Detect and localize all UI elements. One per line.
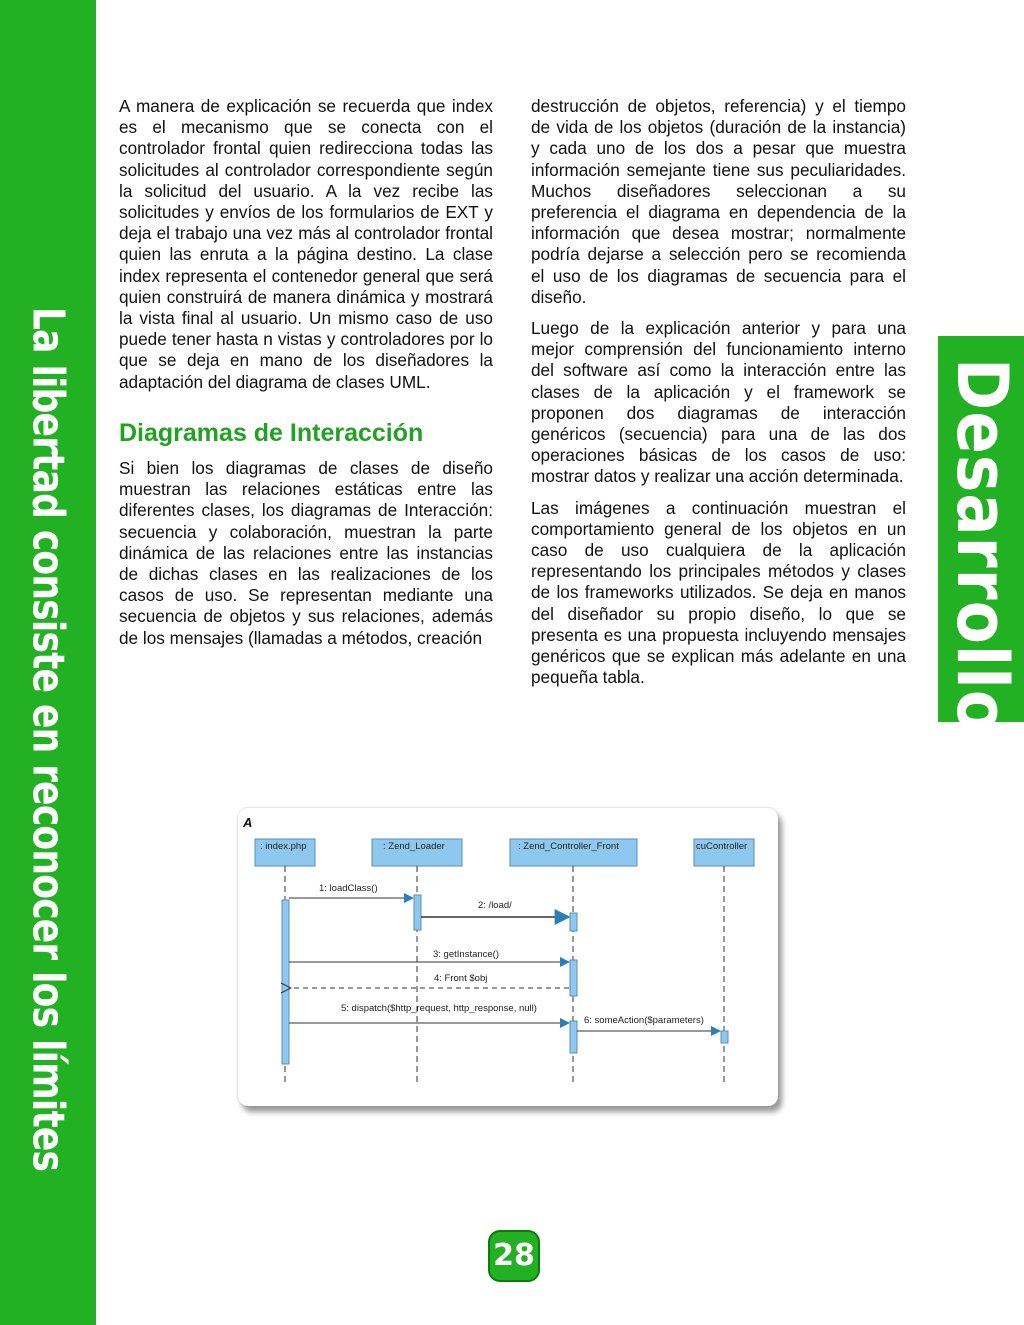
left-paragraph-2: Si bien los diagramas de clases de diseño muestran las relaciones estáticas entre las diferentes clases, los diagramas de Interacción: secuencia y colaboración, muestran la parte dinámica de las relaciones entre las instancias de dichas clases en las realizaciones de los casos de uso. Se representan mediante una secuencia de objetos y sus relaciones, además de los mensajes (llamadas a métodos, creación (119, 458, 493, 648)
activation-front-3 (570, 1021, 577, 1053)
lifeline-label-loader: : Zend_Loader (383, 841, 445, 852)
activation-loader (414, 895, 421, 930)
lifeline-label-cucontroller: cuController (696, 841, 748, 852)
right-paragraph-1: destrucción de objetos, referencia) y el tiempo de vida de los objetos (duración de la instancia) y cada uno de los dos a pesar que muestra información semejante tiene sus peculiaridades. Muchos diseñadores seleccionan a su preferencia el diagrama en dependencia de la información que desea mostrar; normalmente podría dejarse a selección pero se recomienda el uso de los diagramas de secuencia para el diseño. (531, 96, 906, 307)
message-3-label: 3: getInstance() (433, 949, 500, 960)
message-1-label: 1: loadClass() (319, 883, 378, 894)
side-title: La libertad consiste en reconocer los límites (22, 307, 74, 1172)
activation-index (282, 900, 289, 1064)
lifeline-label-index: : index.php (260, 841, 307, 852)
lifeline-label-front: : Zend_Controller_Front (518, 841, 619, 852)
section-tab-label: Desarrollo (941, 358, 1023, 734)
activation-cucontroller (721, 1031, 728, 1043)
message-5-label: 5: dispatch($http_request, http_response, null) (341, 1003, 537, 1014)
activation-front-2 (570, 960, 577, 996)
message-2-label: 2: /load/ (478, 900, 512, 911)
activation-front-1 (570, 913, 577, 931)
diagram-label: A (243, 815, 253, 830)
section-heading: Diagramas de Interacción (119, 418, 424, 447)
message-6-label: 6: someAction($parameters) (584, 1015, 704, 1026)
page-number: 28 (488, 1230, 540, 1282)
left-paragraph-1: A manera de explicación se recuerda que index es el mecanismo que se conecta con el controlador frontal quien redirecciona todas las solicitudes al controlador correspondiente según la solicitud del usuario. A la vez recibe las solicitudes y envíos de los formularios de EXT y deja el trabajo una vez más al controlador frontal quien las enruta a la página destino. La clase index representa el contenedor general que será quien construirá de manera dinámica y mostrará la vista final al usuario. Un mismo caso de uso puede tener hasta n vistas y controladores por lo que se deja en mano de los diseñadores la adaptación del diagrama de clases UML. (119, 96, 493, 392)
message-4-label: 4: Front $obj (434, 973, 488, 984)
right-paragraph-2: Luego de la explicación anterior y para una mejor comprensión del funcionamiento interno del software así como la interacción entre las clases de la aplicación y el framework se proponen dos diagramas de interacción genéricos (secuencia) para una de las dos operaciones básicas de los casos de uso: mostrar datos y realizar una acción determinada. (531, 318, 906, 487)
right-paragraph-3: Las imágenes a continuación muestran el comportamiento general de los objetos en un caso de uso cualquiera de la aplicación representando los principales métodos y clases de los frameworks utilizados. Se deja en manos del diseñador su propio diseño, lo que se presenta es una propuesta incluyendo mensajes genéricos que se explican más adelante en una pequeña tabla. (531, 497, 906, 688)
